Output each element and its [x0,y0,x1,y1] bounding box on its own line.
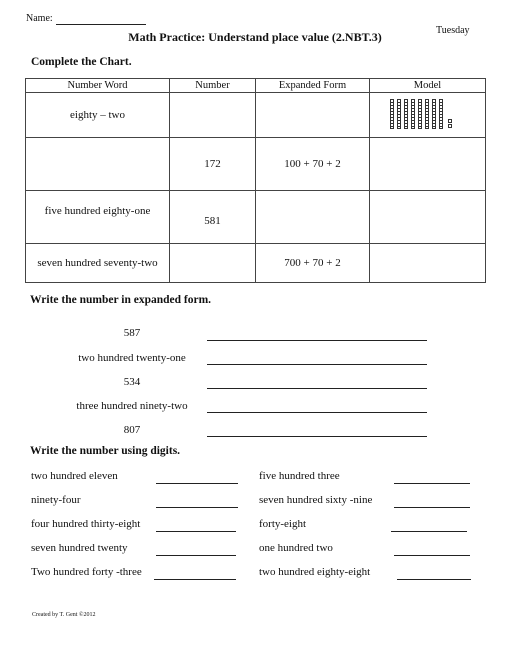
ten-rod [411,99,415,129]
digits-prompt: seven hundred sixty -nine [259,494,373,506]
digits-prompt: two hundred eighty-eight [259,566,371,578]
digits-prompt: four hundred thirty-eight [31,518,141,530]
column-header-number: Number [170,79,256,93]
cell-number-word: seven hundred seventy-two [26,244,170,283]
digits-answer-line[interactable] [156,555,236,556]
digits-prompt: ninety-four [31,494,81,506]
cell-number-blank[interactable] [170,93,256,138]
expanded-answer-line[interactable] [207,388,427,389]
digits-answer-line[interactable] [156,531,236,532]
column-header-model: Model [370,79,486,93]
expanded-answer-line[interactable] [207,340,427,341]
cell-expanded-blank[interactable] [256,93,370,138]
one-cube [448,124,452,128]
cell-number-blank[interactable] [170,244,256,283]
cell-expanded-blank[interactable] [256,191,370,244]
ten-rod [397,99,401,129]
ten-rod [425,99,429,129]
digits-answer-line[interactable] [394,507,470,508]
expanded-prompt: three hundred ninety-two [76,400,188,412]
digits-answer-line[interactable] [394,555,470,556]
digits-prompt: five hundred three [259,470,340,482]
cell-model-blank[interactable] [370,244,486,283]
cell-model-blank[interactable] [370,138,486,191]
expanded-answer-line[interactable] [207,412,427,413]
chart-row [26,138,486,191]
day-label: Tuesday [436,25,470,36]
digits-prompt: two hundred eleven [31,470,118,482]
cell-number-word [26,191,170,244]
expanded-answer-line[interactable] [207,364,427,365]
one-cube [448,119,452,123]
ten-rod [418,99,422,129]
place-value-chart [25,78,486,283]
digits-answer-line[interactable] [397,579,471,580]
chart-row [26,93,486,138]
cell-number-word: eighty – two [26,93,170,138]
chart-header-row [26,79,486,93]
cell-model [370,93,486,138]
digits-answer-line[interactable] [391,531,467,532]
base-ten-blocks-model [370,93,486,137]
name-input-line[interactable] [56,24,146,25]
name-label: Name: [26,13,53,24]
cell-number: 172 [170,138,256,191]
column-header-number-word: Number Word [26,79,170,93]
digits-prompt: seven hundred twenty [31,542,128,554]
ten-rod [404,99,408,129]
credit-text: Created by T. Gent ©2012 [32,612,96,618]
digits-prompt: one hundred two [259,542,333,554]
expanded-prompt: two hundred twenty-one [78,352,186,364]
digits-answer-line[interactable] [154,579,236,580]
cell-number [170,191,256,244]
cell-number-word-blank[interactable] [26,138,170,191]
digits-heading: Write the number using digits. [30,445,181,457]
number-text: 581 [204,215,221,227]
cell-expanded-form: 100 + 70 + 2 [256,138,370,191]
cell-model-blank[interactable] [370,191,486,244]
digits-answer-line[interactable] [156,507,238,508]
digits-answer-line[interactable] [394,483,470,484]
cell-expanded-form: 700 + 70 + 2 [256,244,370,283]
ten-rod [432,99,436,129]
worksheet-title: Math Practice: Understand place value (2.NBT.3) [128,30,382,44]
digits-prompt: forty-eight [259,518,307,530]
ten-rod [390,99,394,129]
digits-prompt: Two hundred forty -three [31,566,142,578]
number-word-text: five hundred eighty-one [44,205,151,217]
column-header-expanded-form: Expanded Form [256,79,370,93]
chart-heading: Complete the Chart. [31,56,132,68]
expanded-prompt: 587 [123,327,141,339]
expanded-prompt: 534 [123,376,141,388]
digits-answer-line[interactable] [156,483,238,484]
tens-rods [390,99,446,129]
ten-rod [439,99,443,129]
expanded-answer-line[interactable] [207,436,427,437]
chart-row [26,244,486,283]
expanded-prompt: 807 [123,424,141,436]
chart-row [26,191,486,244]
expanded-heading: Write the number in expanded form. [30,294,212,306]
